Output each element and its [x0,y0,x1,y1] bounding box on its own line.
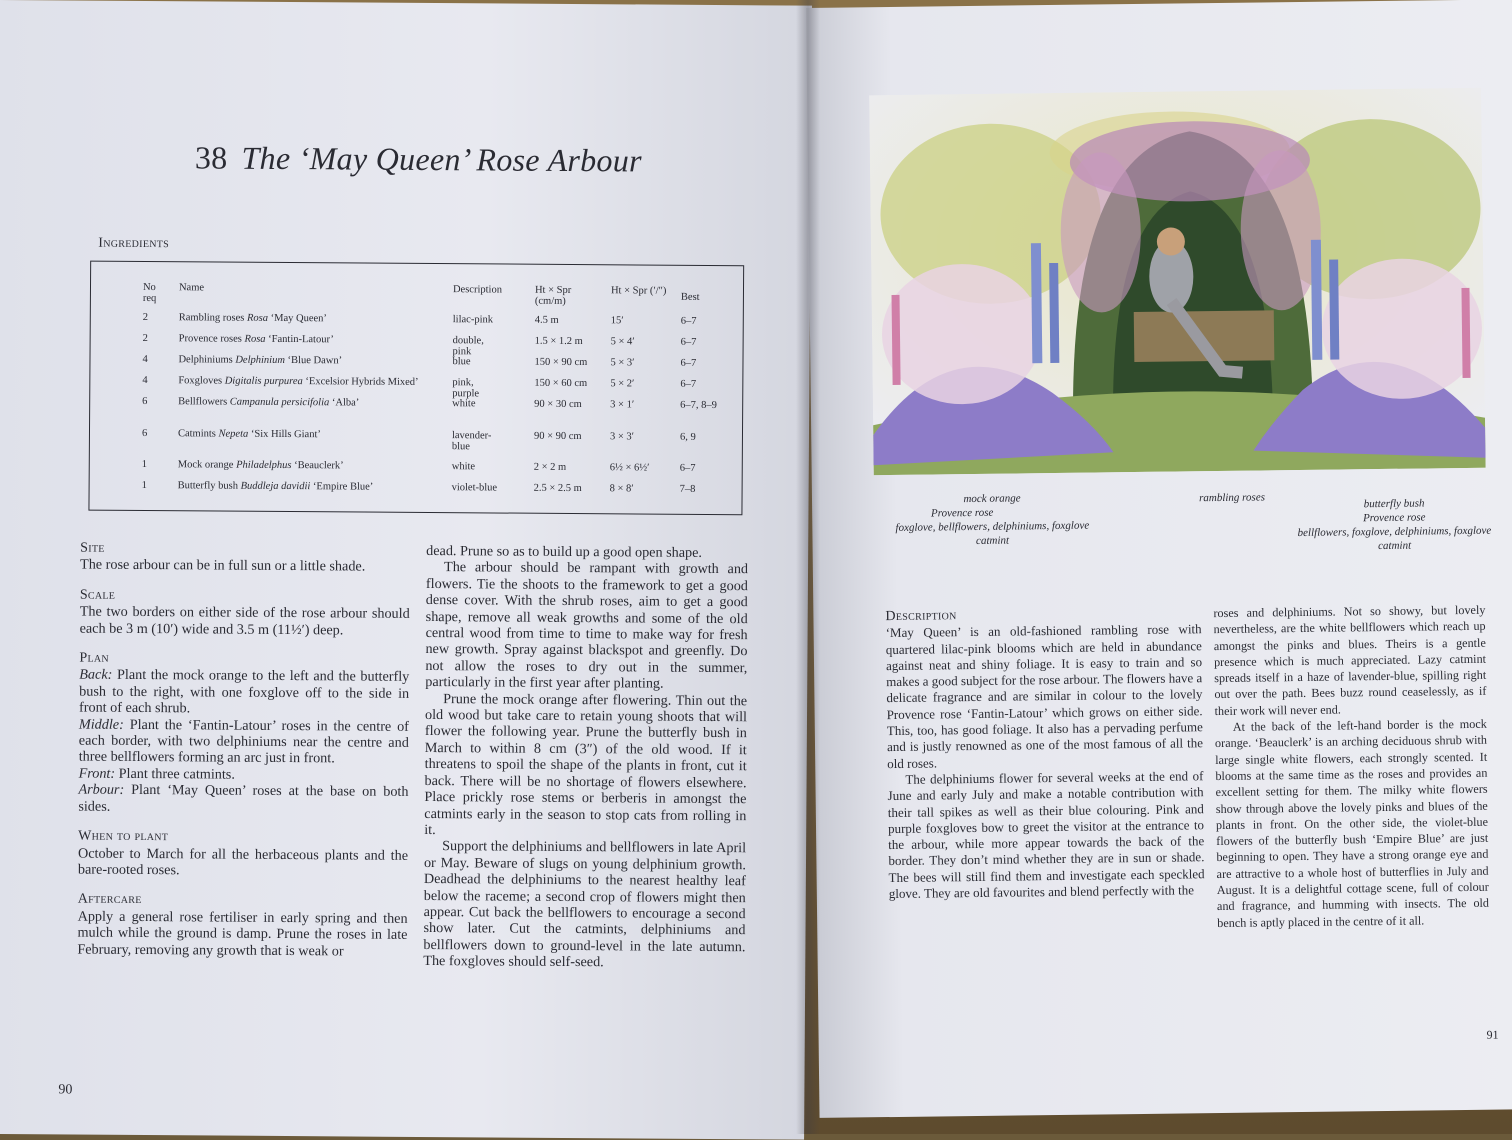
header-name: Name [178,282,205,294]
row-no: 6 [141,428,148,440]
plant-cultivar: ‘Empire Blue’ [312,481,374,493]
column2-para1: dead. Prune so as to build up a good open shape. [426,542,703,561]
site-text: The rose arbour can be in full sun or a little shade. [80,556,366,575]
scale-heading: Scale [79,587,116,603]
plant-common-name: Delphiniums [178,354,233,366]
plant-latin-name: Rosa [246,312,269,324]
plant-latin-name: Digitalis purpurea [224,375,303,388]
right-page [806,0,1512,1118]
row-no: 2 [142,333,148,345]
row-imperial: 5 × 2′ [610,378,635,390]
plant-latin-name: Rosa [244,333,266,345]
row-description: double, pink [452,335,484,358]
row-imperial: 6½ × 6½′ [609,462,650,474]
row-description: violet-blue [451,482,498,494]
plan-back-label: Back: [79,667,113,684]
plant-common-name: Provence roses [178,333,242,345]
plant-latin-name: Buddleja davidii [240,480,311,493]
caption-provence-rose-left: Provence rose [930,506,994,520]
plant-common-name: Bellflowers [178,396,228,408]
plan-back [79,667,409,719]
row-best: 6–7, 8–9 [680,399,717,412]
caption-catmint-right: catmint [1378,539,1412,553]
caption-butterfly-bush: butterfly bush [1363,497,1425,511]
row-no: 4 [142,375,148,387]
plan-heading: Plan [79,650,110,666]
row-best: 6–7 [679,462,696,474]
row-imperial: 3 × 1′ [610,399,635,411]
row-no: 6 [142,396,148,408]
plant-latin-name: Delphinium [235,354,285,366]
page-title [195,139,642,179]
aftercare-heading: Aftercare [77,891,142,908]
rose-arbour-illustration [869,88,1486,475]
header-description: Description [452,284,503,296]
plan-middle [79,716,409,768]
header-ht-spr-imperial: Ht × Spr (′/″) [610,285,667,297]
column2-para4: Support the delphiniums and bellflowers in late April or May. Beware of slugs on young delphinium growth. Deadhead the delphiniums to the nearest healthy leaf below the raceme; a second crop of flowers might then appear. Cut back the bellflowers to encourage a second show later. Cut the catmints, delphiniums and bellflowers down to ground-level in the late autumn. The foxgloves should self-seed. [423,838,747,971]
plant-common-name: Butterfly bush [177,480,239,492]
row-name [178,396,359,408]
plan-middle-text: Plant the ‘Fantin-Latour’ roses in the centre of each border, with two delphiniums near the centre and three bellflowers forming an arc just in front. [78,716,409,767]
row-no: 1 [141,480,147,492]
column2-para3: Prune the mock orange after flowering. Thin out the old wood but take care to retain young shoots that will flower the following year. Prune the butterfly bush in March to within 8 cm (3″) of the old wood. If it threatens to spoil the shape of the plants in front, cut it back. There will be no shortage of flowers elsewhere. Place prickly rose stems or berberis in amongst the catmints early in the season to stop cats from rolling in it. [424,690,748,838]
plan-front-label: Front: [78,765,116,782]
row-imperial: 5 × 4′ [610,336,635,348]
caption-right-group [1294,496,1495,554]
plant-common-name: Catmints [177,428,216,440]
row-name [178,480,374,492]
row-metric: 90 × 90 cm [533,430,582,443]
plant-common-name: Mock orange [177,459,234,471]
plan-arbour-label: Arbour: [78,781,125,799]
row-description: white [451,461,476,473]
row-metric: 150 × 60 cm [534,377,588,390]
row-description: blue [452,356,471,368]
chapter-title: The ‘May Queen’ Rose Arbour [241,139,642,179]
row-name [179,333,334,345]
plan-middle-label: Middle: [78,716,124,733]
description-heading: Description [885,608,957,625]
plant-cultivar: ‘Fantin-Latour’ [268,333,334,346]
plan-arbour-text: Plant ‘May Queen’ roses at the base on both sides. [78,782,409,815]
caption-catmint-left: catmint [975,534,1010,547]
caption-mock-orange: mock orange [963,492,1021,506]
page-number-left: 90 [58,1082,73,1098]
ingredients-heading: Ingredients [98,235,170,252]
description-para4: At the back of the left-hand border is the mock orange. ‘Beauclerk’ is an arching deciduous shrub with large single white flowers, each strongly scented. It blooms at the same time as the roses and provides an excellent setting for them. The milky white flowers show through above the lovely pinks and blues of the plants in front. On the other side, the violet-blue flowers of the butterfly bush ‘Empire Blue’ are just beginning to open. They have a strong orange eye and are attractive to a whole host of butterflies in July and August. It is a delightful cottage scene, full of colour and fragrance, and humming with insects. The old bench is aptly placed in the centre of it all. [1214,716,1490,930]
plan-arbour [78,782,408,817]
row-best: 6, 9 [679,431,696,443]
row-imperial: 5 × 3′ [610,357,635,369]
row-metric: 150 × 90 cm [534,356,588,369]
chapter-number: 38 [194,139,228,176]
ingredients-table [88,261,744,516]
plant-latin-name: Philadelphus [236,459,292,472]
plant-latin-name: Campanula persicifolia [229,396,330,409]
caption-provence-rose-right: Provence rose [1362,511,1426,525]
row-description: lilac-pink [452,314,494,326]
row-name [178,375,418,388]
left-column-1 [77,541,410,960]
row-metric: 90 × 30 cm [534,398,582,411]
row-imperial: 15′ [610,315,624,327]
page-number-right: 91 [1486,1027,1499,1042]
header-ht-spr-metric: Ht × Spr (cm/m) [534,284,572,307]
row-description: lavender-blue [451,430,492,453]
row-imperial: 8 × 8′ [609,483,634,495]
row-description: pink, purple [452,377,480,400]
aftercare-text: Apply a general rose fertiliser in early spring and then mulch while the ground is damp. Prune the roses in late February, removing any growth that is weak or [77,908,408,959]
header-no-req: No req [142,282,157,305]
row-no: 1 [141,459,148,471]
left-column-2 [423,543,748,972]
row-metric: 2 × 2 m [533,461,567,473]
row-best: 7–8 [679,483,696,495]
plant-latin-name: Nepeta [218,428,249,440]
plant-cultivar: ‘May Queen’ [270,312,327,325]
row-name [178,428,321,440]
row-description: white [452,398,476,410]
row-metric: 2.5 × 2.5 m [533,482,582,495]
row-metric: 4.5 m [534,314,559,326]
header-best: Best [680,291,700,303]
row-name [179,312,327,324]
site-heading: Site [80,540,105,556]
row-best: 6–7 [680,378,697,390]
plant-cultivar: ‘Alba’ [331,397,360,409]
row-name [178,354,342,366]
row-best: 6–7 [680,357,697,369]
plant-common-name: Rambling roses [178,312,245,324]
row-best: 6–7 [680,336,697,348]
right-column-2 [1213,602,1489,931]
plant-cultivar: ‘Excelsior Hybrids Mixed’ [305,376,419,388]
row-imperial: 3 × 3′ [609,431,634,443]
plant-cultivar: ‘Blue Dawn’ [287,355,343,367]
plan-front-text: Plant three catmints. [118,765,235,783]
row-name [178,459,344,471]
plant-cultivar: ‘Six Hills Giant’ [250,428,321,441]
row-no: 4 [142,354,148,366]
plant-cultivar: ‘Beauclerk’ [294,460,344,472]
scale-text: The two borders on either side of the rose arbour should each be 3 m (10′) wide and 3.5 m (11½′) deep. [79,603,410,639]
when-heading: When to plant [78,828,169,845]
book-gutter [796,0,820,1134]
row-no: 2 [142,312,149,324]
column2-para2: The arbour should be rampant with growth and flowers. Tie the shoots to the framework to get a good dense cover. With the shrub roses, aim to get a good shape, remove all weak growths and some of the old central wood from time to time to make way for fresh new growth. Spray against blackspot and greenfly. Do not allow the roses to dry out in the summer, particularly in the first year after planting. [425,559,749,692]
plant-common-name: Foxgloves [178,375,223,387]
right-column-1 [885,605,1205,902]
description-para2: The delphiniums flower for several weeks at the end of June and early July and make a notable contribution with their tall spikes as well as their blue colouring. Pink and purple foxgloves bow to greet the visitor at the entrance to the arbour, while more appear towards the back of the border. They don’t mind whether they are in sun or shade. The bees will still find them and investigate each speckled glove. They are old favourites and blend perfectly with the [887,768,1205,902]
row-metric: 1.5 × 1.2 m [534,335,583,348]
caption-rambling-roses: rambling roses [1198,491,1266,505]
caption-foxglove-left: foxglove, bellflowers, delphiniums, foxglove [895,519,1090,534]
description-para3: roses and delphiniums. Not so showy, but lovely nevertheless, are the white bellflowers which reach up amongst the pinks and blues. Theirs is a gentle presence which is much appreciated. Lazy catmint spreads itself in a haze of lavender-blue, spilling right out over the path. Bees buzz round ceaselessly, as if their work will never end. [1213,602,1487,718]
description-para1: ‘May Queen’ is an old-fashioned rambling rose with quartered lilac-pink blooms which are held in abundance against neat and shiny foliage. It is easy to train and so makes a good subject for the rose arbour. The flowers have a delicate fragrance and are similar in colour to the lovely Provence rose ‘Fantin-Latour’ which grows on either side. This, too, has good foliage. It also has a pervading perfume and is justly renowned as one of the most famous of all the old roses. [885,621,1204,771]
caption-bellflowers-right: bellflowers, foxglove, delphiniums, foxglove [1297,524,1492,540]
when-text: October to March for all the herbaceous plants and the bare-rooted roses. [77,845,409,879]
plan-back-text: Plant the mock orange to the left and the butterfly bush to the right, with one foxglove off to the side in front of each shrub. [79,667,410,717]
caption-left-group [882,490,1103,549]
row-best: 6–7 [680,315,697,327]
